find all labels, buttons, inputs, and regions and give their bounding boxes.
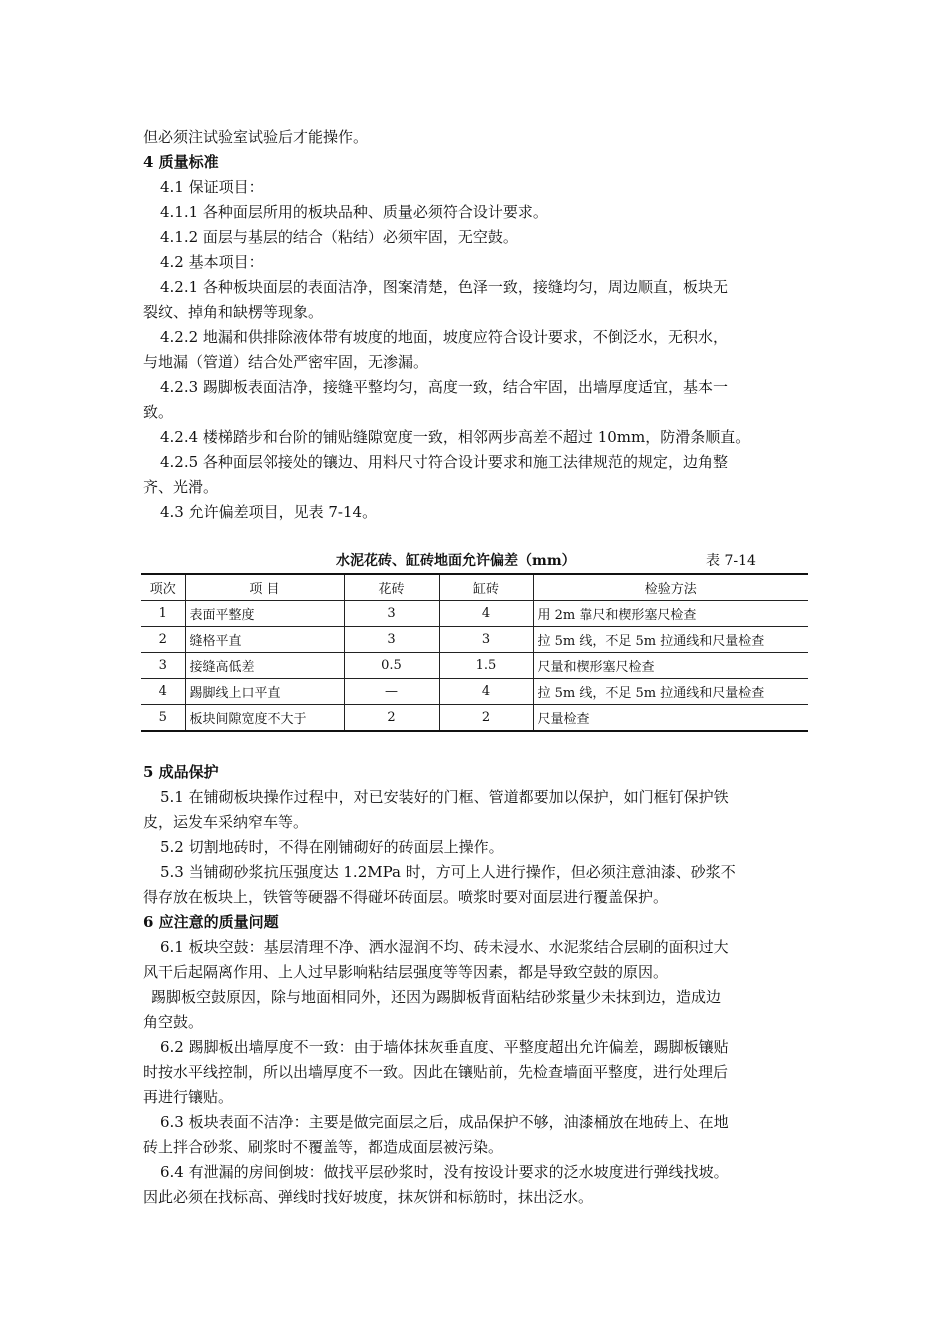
cell-item: 踢脚线上口平直	[185, 679, 344, 705]
subsection-4-1: 4.1 保证项目：	[160, 178, 264, 196]
cell-clinker-brick: 4	[439, 601, 533, 627]
header-flower-brick: 花砖	[344, 574, 439, 601]
item-5-2: 5.2 切割地砖时，不得在刚铺砌好的砖面层上操作。	[160, 838, 504, 856]
cell-method: 拉 5m 线，不足 5m 拉通线和尺量检查	[533, 627, 808, 653]
paragraph-line: 砖上拌合砂浆、刷浆时不覆盖等，都造成面层被污染。	[143, 1138, 504, 1156]
header-index: 项次	[141, 574, 185, 601]
item-4-2-1: 4.2.1 各种板块面层的表面洁净，图案清楚，色泽一致，接缝均匀，周边顺直，板块无	[160, 278, 728, 296]
header-method: 检验方法	[533, 574, 808, 601]
cell-flower-brick: 3	[344, 601, 439, 627]
paragraph-line: 风干后起隔离作用、上人过早影响粘结层强度等等因素，都是导致空鼓的原因。	[143, 963, 669, 981]
table-title: 水泥花砖、缸砖地面允许偏差（mm）	[336, 553, 576, 569]
paragraph-line: 齐、光滑。	[143, 478, 219, 496]
item-4-2-3: 4.2.3 踢脚板表面洁净，接缝平整均匀，高度一致，结合牢固，出墙厚度适宜，基本一	[160, 378, 728, 396]
section-heading-5: 5 成品保护	[143, 763, 219, 781]
paragraph-line: 踢脚板空鼓原因，除与地面相同外，还因为踢脚板背面粘结砂浆量少未抹到边，造成边	[151, 988, 722, 1006]
cell-clinker-brick: 1.5	[439, 653, 533, 679]
cell-flower-brick: 0.5	[344, 653, 439, 679]
table-row	[141, 627, 808, 653]
table-header-row	[141, 574, 808, 601]
item-4-1-2: 4.1.2 面层与基层的结合（粘结）必须牢固，无空鼓。	[160, 228, 518, 246]
cell-item: 缝格平直	[185, 627, 344, 653]
cell-item: 板块间隙宽度不大于	[185, 705, 344, 732]
header-clinker-brick: 缸砖	[439, 574, 533, 601]
header-item: 项 目	[185, 574, 344, 601]
cell-clinker-brick: 4	[439, 679, 533, 705]
item-6-1: 6.1 板块空鼓：基层清理不净、洒水湿润不均、砖未浸水、水泥浆结合层刷的面积过大	[160, 938, 729, 956]
section-heading-6: 6 应注意的质量问题	[143, 913, 279, 931]
cell-item: 接缝高低差	[185, 653, 344, 679]
subsection-4-2: 4.2 基本项目：	[160, 253, 264, 271]
item-5-3: 5.3 当铺砌砂浆抗压强度达 1.2MPa 时，方可上人进行操作，但必须注意油漆、砂浆不	[160, 863, 736, 881]
item-4-2-5: 4.2.5 各种面层邻接处的镶边、用料尺寸符合设计要求和施工法律规范的规定，边角整	[160, 453, 728, 471]
subsection-4-3: 4.3 允许偏差项目，见表 7-14。	[160, 503, 378, 521]
item-4-2-2: 4.2.2 地漏和供排除液体带有坡度的地面，坡度应符合设计要求，不倒泛水，无积水，	[160, 328, 728, 346]
table-row	[141, 653, 808, 679]
paragraph-line: 时按水平线控制，所以出墙厚度不一致。因此在镶贴前，先检查墙面平整度，进行处理后	[143, 1063, 729, 1081]
cell-method: 用 2m 靠尺和楔形塞尺检查	[533, 601, 808, 627]
cell-method: 尺量和楔形塞尺检查	[533, 653, 808, 679]
paragraph-line: 皮，运发车采纳窄车等。	[143, 813, 309, 831]
item-5-1: 5.1 在铺砌板块操作过程中，对已安装好的门框、管道都要加以保护，如门框钉保护铁	[160, 788, 729, 806]
paragraph-line: 得存放在板块上，铁管等硬器不得碰坏砖面层。喷浆时要对面层进行覆盖保护。	[143, 888, 669, 906]
cell-item: 表面平整度	[185, 601, 344, 627]
cell-index: 1	[141, 601, 185, 627]
cell-index: 5	[141, 705, 185, 732]
cell-index: 4	[141, 679, 185, 705]
cell-index: 2	[141, 627, 185, 653]
paragraph-line: 角空鼓。	[143, 1013, 204, 1031]
item-6-3: 6.3 板块表面不洁净：主要是做完面层之后，成品保护不够，油漆桶放在地砖上、在地	[160, 1113, 729, 1131]
cell-flower-brick: —	[344, 679, 439, 705]
section-heading-4: 4 质量标准	[143, 153, 219, 171]
paragraph-line: 与地漏（管道）结合处严密牢固，无渗漏。	[143, 353, 429, 371]
item-4-2-4: 4.2.4 楼梯踏步和台阶的铺贴缝隙宽度一致，相邻两步高差不超过 10mm，防滑条顺直。	[160, 428, 751, 446]
paragraph-line: 再进行镶贴。	[143, 1088, 234, 1106]
deviation-table	[141, 573, 808, 732]
table-row	[141, 679, 808, 705]
paragraph-line: 但必须注试验室试验后才能操作。	[143, 128, 369, 146]
cell-clinker-brick: 3	[439, 627, 533, 653]
item-6-4: 6.4 有泄漏的房间倒坡：做找平层砂浆时，没有按设计要求的泛水坡度进行弹线找坡。	[160, 1163, 729, 1181]
table-row	[141, 705, 808, 732]
item-4-1-1: 4.1.1 各种面层所用的板块品种、质量必须符合设计要求。	[160, 203, 548, 221]
paragraph-line: 因此必须在找标高、弹线时找好坡度，抹灰饼和标筋时，抹出泛水。	[143, 1188, 594, 1206]
table-row	[141, 601, 808, 627]
item-6-2: 6.2 踢脚板出墙厚度不一致：由于墙体抹灰垂直度、平整度超出允许偏差，踢脚板镶贴	[160, 1038, 729, 1056]
cell-method: 尺量检查	[533, 705, 808, 732]
cell-flower-brick: 2	[344, 705, 439, 732]
cell-method: 拉 5m 线，不足 5m 拉通线和尺量检查	[533, 679, 808, 705]
table-number: 表 7-14	[706, 553, 756, 569]
cell-flower-brick: 3	[344, 627, 439, 653]
paragraph-line: 致。	[143, 403, 174, 421]
cell-index: 3	[141, 653, 185, 679]
paragraph-line: 裂纹、掉角和缺楞等现象。	[143, 303, 324, 321]
cell-clinker-brick: 2	[439, 705, 533, 732]
